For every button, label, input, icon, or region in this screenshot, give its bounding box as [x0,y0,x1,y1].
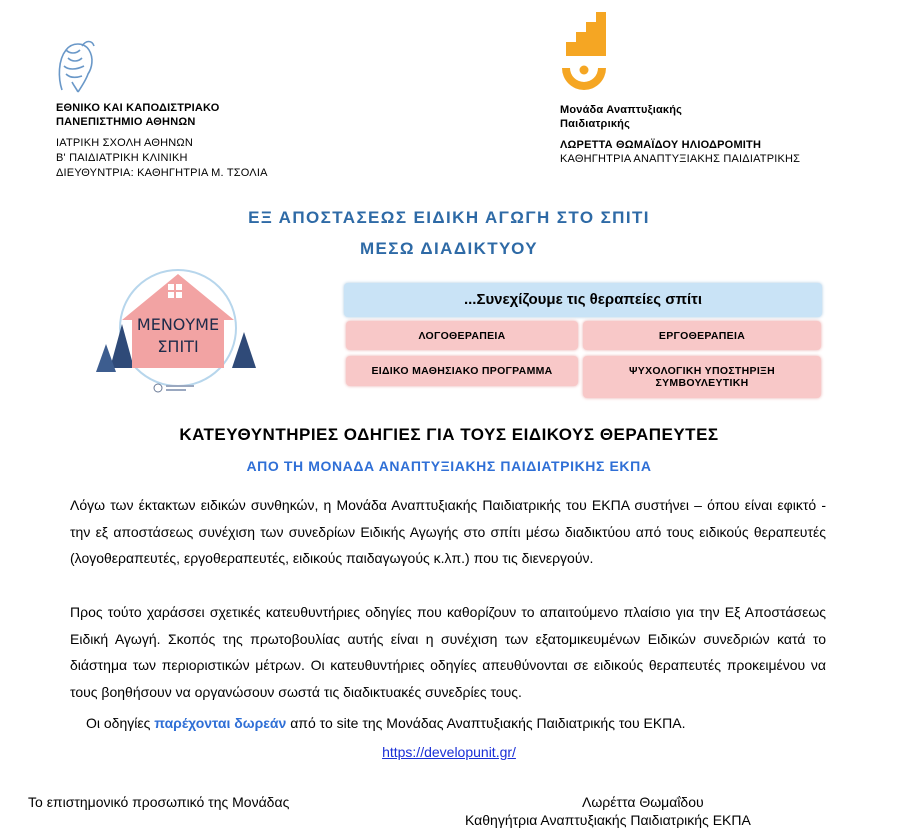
university-name-line1: ΕΘΝΙΚΟ ΚΑΙ ΚΑΠΟΔΙΣΤΡΙΑΚΟ [56,102,220,114]
university-logo [52,38,98,96]
therapy-speech: ΛΟΓΟΘΕΡΑΠΕΙΑ [346,321,578,350]
school-name: ΙΑΤΡΙΚΗ ΣΧΟΛΗ ΑΘΗΝΩΝ [56,137,193,149]
free-highlight: παρέχονται δωρεάν [154,715,287,731]
unit-head-name: ΛΩΡΕΤΤΑ ΘΩΜΑΪΔΟΥ ΗΛΙΟΔΡΟΜΙΤΗ [560,139,762,151]
signature-left: Το επιστημονικό προσωπικό της Μονάδας [28,794,290,810]
house-icon [92,268,264,402]
stay-home-illustration [92,268,264,402]
therapies-heading: ...Συνεχίζουμε τις θεραπείες σπίτι [344,283,822,317]
paragraph-2: Προς τούτο χαράσσει σχετικές κατευθυντήριες οδηγίες που καθορίζουν το απαιτούμενο πλαίσιο για την Εξ Αποστάσεως Ειδική Αγωγή. Σκοπός της πρωτοβουλίας αυτής είναι η συνέχιση των εξατομικευμένων Ειδικών συνεδριών κατά το διάστημα των περιοριστικών μέτρων. Οι κατευθυντήριες οδηγίες απευθύνονται σε ειδικούς θεραπευτές προκειμένου να τους βοηθήσουν να οργανώσουν σωστά τις διαδικτυακές συνεδρίες τους. [70,604,826,700]
website-link-container [0,742,898,762]
signature-right-name: Λωρέττα Θωμαΐδου [582,794,704,810]
page-title-line2: ΜΕΣΩ ΔΙΑΔΙΚΤΥΟΥ [359,239,539,258]
clinic-name: Β' ΠΑΙΔΙΑΤΡΙΚΗ ΚΛΙΝΙΚΗ [56,152,188,164]
paragraph-1: Λόγω των έκτακτων ειδικών συνθηκών, η Μονάδα Αναπτυξιακής Παιδιατρικής του ΕΚΠΑ συστήνει – όπου είναι εφικτό - την εξ αποστάσεως συνέχιση των συνεδρίων Ειδικής Αγωγής στο σπίτι μέσω διαδικτύου από τους ειδικούς θεραπευτές (λογοθεραπευτές, εργοθεραπευτές, ειδικούς παιδαγωγούς κ.λπ.) που τις διενεργούν. [70,497,826,567]
university-name-line2: ΠΑΝΕΠΙΣΤΗΜΙΟ ΑΘΗΝΩΝ [56,116,196,128]
unit-logo [558,12,612,102]
paragraph-3: Οι οδηγίες παρέχονται δωρεάν από το site της Μονάδας Αναπτυξιακής Παιδιατρικής του ΕΚΠΑ. [86,715,686,731]
section-heading: ΚΑΤΕΥΘΥΝΤΗΡΙΕΣ ΟΔΗΓΙΕΣ ΓΙΑ ΤΟΥΣ ΕΙΔΙΚΟΥΣ ΘΕΡΑΠΕΥΤΕΣ [179,425,719,444]
unit-name-line1: Μονάδα Αναπτυξιακής [560,104,683,116]
therapy-special-learning: ΕΙΔΙΚΟ ΜΑΘΗΣΙΑΚΟ ΠΡΟΓΡΑΜΜΑ [346,356,578,386]
website-link[interactable]: https://developunit.gr/ [382,744,516,760]
therapy-occupational: ΕΡΓΟΘΕΡΑΠΕΙΑ [583,321,821,350]
page-title-line1: ΕΞ ΑΠΟΣΤΑΣΕΩΣ ΕΙΔΙΚΗ ΑΓΩΓΗ ΣΤΟ ΣΠΙΤΙ [248,208,650,227]
signature-right-title: Καθηγήτρια Αναπτυξιακής Παιδιατρικής ΕΚΠΑ [465,812,751,828]
illustration-text-line1: ΜΕΝΟΥΜΕ [136,315,220,334]
therapy-psychological: ΨΥΧΟΛΟΓΙΚΗ ΥΠΟΣΤΗΡΙΞΗ ΣΥΜΒΟΥΛΕΥΤΙΚΗ [583,356,821,398]
unit-head-title: ΚΑΘΗΓΗΤΡΙΑ ΑΝΑΠΤΥΞΙΑΚΗΣ ΠΑΙΔΙΑΤΡΙΚΗΣ [560,153,801,165]
section-subheading: ΑΠΟ ΤΗ ΜΟΝΑΔΑ ΑΝΑΠΤΥΞΙΑΚΗΣ ΠΑΙΔΙΑΤΡΙΚΗΣ ΕΚΠΑ [246,458,652,474]
illustration-text-line2: ΣΠΙΤΙ [157,337,199,356]
director-name: ΔΙΕΥΘΥΝΤΡΙΑ: ΚΑΘΗΓΗΤΡΙΑ Μ. ΤΣΟΛΙΑ [56,167,268,179]
unit-name-line2: Παιδιατρικής [560,118,630,130]
